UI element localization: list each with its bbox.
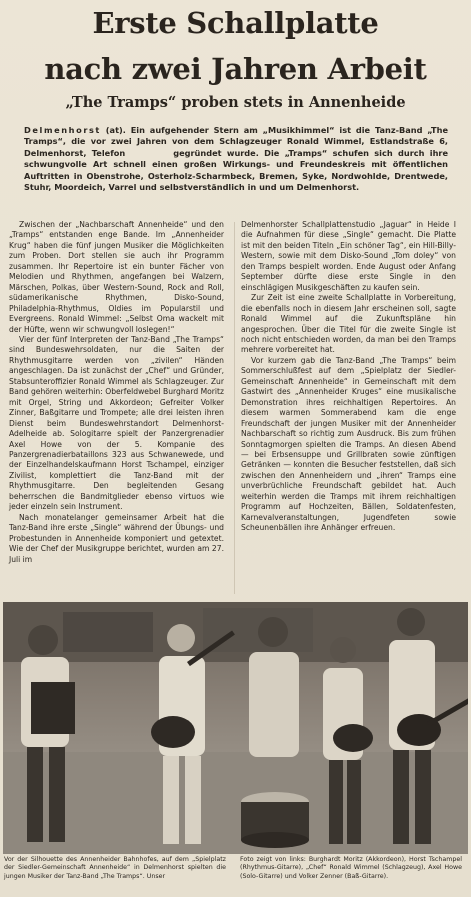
- lead-paragraph: [24, 125, 448, 193]
- body-paragraph: Delmenhorster Schallplattenstudio „Jaguar“ in Heide I die Aufnahmen für diese „Single“ gemacht. Die Platte ist mit den beiden Titeln „Ein schöner Tag“, ein Hill-Billy-Western, sowie mit dem Disko-Sound „Tom doley“ von den Tramps bespielt worden. Ende August oder Anfang September dürfte diese erste Single in den einschlägigen Musikgeschäften zu kaufen sein.: [241, 220, 456, 292]
- headline: [10, 6, 461, 86]
- subheadline: „The Tramps“ proben stets in Annenheide: [65, 94, 406, 111]
- body-paragraph: Vor kurzem gab die Tanz-Band „The Tramps“ beim Sommerschlußfest auf dem „Spielplatz der Siedler-Gemeinschaft Annenheide“ in Gemeinschaft mit dem Gastwirt des „Annenheider Kruges“ eine musikalische Demonstration ihres reichhaltigen Repertoires. An diesem warmen Sommerabend kam die enge Freundschaft der jungen Musiker mit der Annenheider Nachbarschaft so richtig zum Ausdruck. Bis zum frühen Sonntagmorgen spielten die Tramps. An diesen Abend — bei Erbsensuppe und Grillbraten sowie zünftigen Getränken — konnten die Besucher feststellen, daß sich zwischen den Annenheidern und „ihren“ Tramps eine unverbrüchliche Freundschaft gebildet hat. Auch weiterhin werden die Tramps mit ihrem reichhaltigen Programm auf Hochzeiten, Bällen, Soldatenfesten, Karnevalveranstaltungen, Jugendfeten sowie Scheunenbällen ihre Anhänger erfreuen.: [241, 355, 456, 533]
- lead-text-part-2: gegründet wurde. Die „Tramps“ schufen sich durch ihre schwungvolle Art schnell einen großen Wirkungs- und Freundeskreis mit öffentlichen Auftritten in Obenstrohe, Osterholz-Scharmbeck, Bremen, Syke, Nordwohlde, Drentwede, Stuhr, Moordeich, Varrel und selbstverständlich in und um Delmenhorst.: [24, 147, 448, 193]
- body-column-left: [9, 220, 224, 565]
- caption-left: Vor der Silhouette des Annenheider Bahnhofes, auf dem „Spielplatz der Siedler-Gemeinschaft Annenheide“ in Delmenhorst spielten die jungen Musiker der Tanz-Band „The Tramps“. Unser: [4, 856, 226, 880]
- headline-line-1: Erste Schallplatte: [92, 6, 379, 40]
- body-paragraph: Nach monatelanger gemeinsamer Arbeit hat die Tanz-Band ihre erste „Single“ während der Übungs- und Probestunden in Annenheide komponiert und getextet. Wie der Chef der Musikgruppe berichtet, wurden am 27. Juli im: [9, 512, 224, 564]
- lead-dateline: Delmenhorst: [24, 125, 101, 135]
- lead-text-part-1: (at). Ein aufgehender Stern am „Musikhimmel“ ist die Tanz-Band „The Tramps“, die vor zwei Jahren von dem Schlagzeuger Ronald Wimmel, Estlandstraße 6, Delmenhorst, Telefon: [24, 125, 448, 158]
- caption-right: Foto zeigt von links: Burghardt Moritz (Akkordeon), Horst Tschampel (Rhythmus-Gitarre), „Chef“ Ronald Wimmel (Schlagzeug), Axel Howe (Solo-Gitarre) und Volker Zenner (Baß-Gitarre).: [240, 856, 462, 880]
- headline-line-2: nach zwei Jahren Arbeit: [44, 52, 427, 86]
- body-paragraph: Zwischen der „Nachbarschaft Annenheide“ und den „Tramps“ entstanden enge Bande. Im „Annenheider Krug“ haben die fünf jungen Musiker die Möglichkeiten zum Proben. Dort stellen sie auch ihr Programm zusammen. Ihr Repertoire ist ein bunter Fächer von Melodien und Rhythmen, angefangen bei Walzern, Märschen, Polkas, über Western-Sound, Rock and Roll, südamerikanische Rhythmen, Disko-Sound, Philadelphia-Rhythmus, Oldies im Popularstil und Evergreens. Ronald Wimmel: „Selbst Oma wackelt mit der Hüfte, wenn wir schwungvoll loslegen!“: [9, 220, 224, 334]
- photo-captions: [4, 856, 467, 894]
- column-divider: [234, 222, 235, 594]
- body-column-right: [241, 220, 456, 534]
- body-paragraph: Zur Zeit ist eine zweite Schallplatte in Vorbereitung, die ebenfalls noch in diesem Jahr erscheinen soll, sagte Ronald Wimmel auf die Zukunftspläne hin angesprochen. Über die Titel für die zweite Single ist noch nicht entschieden worden, da man bei den Tramps mehrere vorbereitet hat.: [241, 293, 456, 355]
- body-paragraph: Vier der fünf Interpreten der Tanz-Band „The Tramps“ sind Bundeswehrsoldaten, nur die Saiten der Rhythmusgitarre werden von „zivilen“ Händen angeschlagen. Da ist zunächst der „Chef“ und Gründer, Stabsunteroffizier Ronald Wimmel als Schlagzeuger. Zur Band gehören weiterhin: Oberfeldwebel Burghard Moritz mit Orgel, String und Akkordeon; Gefreiter Volker Zinner, Baßgitarre und Trompete; alle drei leisten ihren Dienst beim Bundeswehrstandort Delmenhorst-Adelheide ab. Sologitarre spielt der Panzergrenadier Axel Howe von der 5. Kompanie des Panzergrenadierbataillons 323 aus Schwanewede, und der Einzelhandelskaufmann Horst Tschampel, einziger Zivilist, komplettiert die Tanz-Band mit der Rhythmusgitarre. Den begleitenden Gesang beherrschen die Bandmitglieder ebenso virtuos wie jeder einzeln sein Instrument.: [9, 334, 224, 512]
- band-photo-illustration: [3, 602, 468, 854]
- band-photo: [3, 602, 468, 854]
